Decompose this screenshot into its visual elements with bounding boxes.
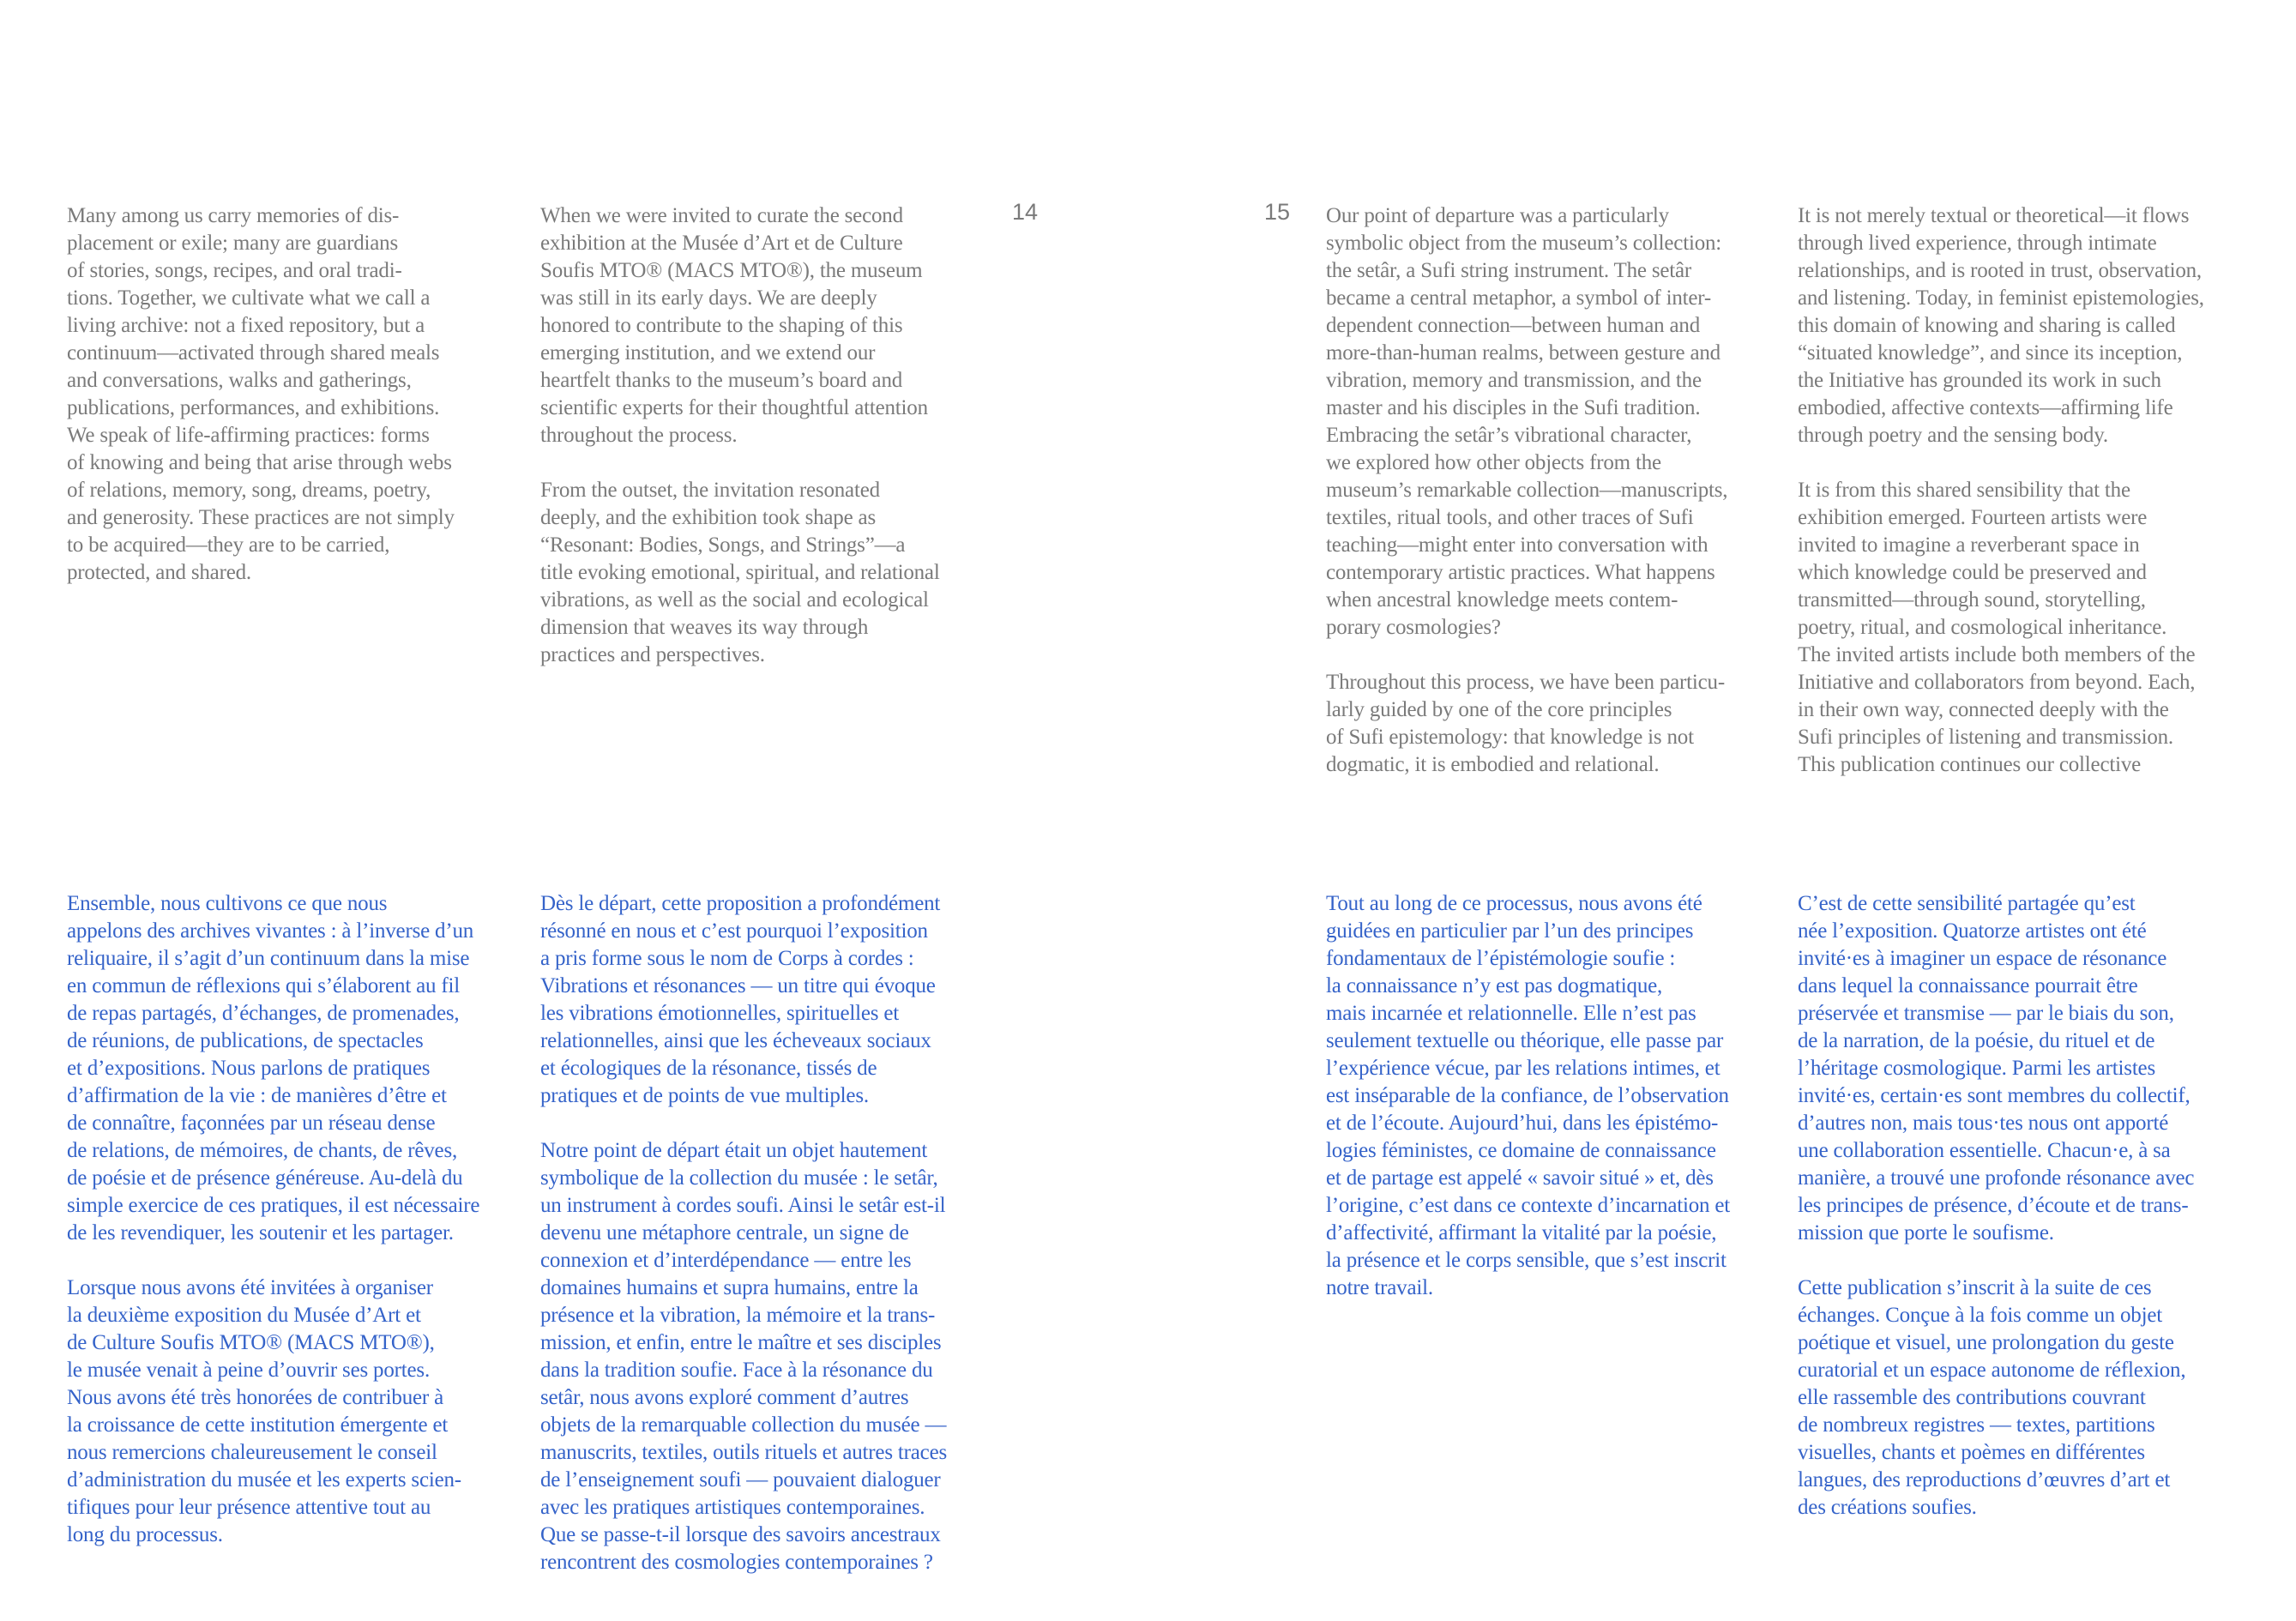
paragraph: It is not merely textual or theoretical—it flows through lived experience, through intimate relationships, and is rooted in trust, observation, and listening. Today, in feminist epistemologies, this domain of knowing and sharing is called “situated knowledge”, and since its inception, the Initiative has grounded its work in such embodied, affective contexts—affirming life through poetry and the sensing body. xyxy=(1798,204,2204,447)
english-column-3 xyxy=(1326,202,1781,779)
paragraph: Cette publication s’inscrit à la suite de ces échanges. Conçue à la fois comme un objet poétique et visuel, une prolongation du geste curatorial et un espace autonome de réflexion, elle rassemble des contributions couvrant de nombreux registres — textes, partitions visuelles, chants et poèmes en différentes langues, des reproductions d’œuvres d’art et des créations soufies. xyxy=(1798,1276,2186,1519)
paragraph: Many among us carry memories of dis- placement or exile; many are guardians of stories, songs, recipes, and oral tradi- tions. Together, we cultivate what we call a living archive: not a fixed repository, but a continuum—activated through shared meals and conversations, walks and gatherings, publications, performances, and exhibitions. We speak of life-affirming practices: forms of knowing and being that arise through webs of relations, memory, song, dreams, poetry, and generosity. These practices are not simply to be acquired—they are to be carried, protected, and shared. xyxy=(67,204,455,584)
paragraph: From the outset, the invitation resonated deeply, and the exhibition took shape as “Resonant: Bodies, Songs, and Strings”—a title evoking emotional, spiritual, and relational vibrations, as well as the social and ecological dimension that weaves its way through practices and perspectives. xyxy=(540,479,940,666)
paragraph: Dès le départ, cette proposition a profondément résonné en nous et c’est pourquoi l’exposition a pris forme sous le nom de Corps à cordes : Vibrations et résonances — un titre qui évoque les vibrations émotionnelles, spirituelles et relationnelles, ainsi que les écheveaux sociaux et écologiques de la résonance, tissés de pratiques et de points de vue multiples. xyxy=(540,892,941,1107)
french-column-3 xyxy=(1326,890,1781,1302)
paragraph: It is from this shared sensibility that the exhibition emerged. Fourteen artists were invited to imagine a reverberant space in which knowledge could be preserved and transmitted—through sound, storytelling, poetry, ritual, and cosmological inheritance. The invited artists include both members of the Initiative and collaborators from beyond. Each, in their own way, connected deeply with the Sufi principles of listening and transmission. This publication continues our collective xyxy=(1798,479,2196,776)
paragraph: Notre point de départ était un objet hautement symbolique de la collection du musée : le setâr, un instrument à cordes soufi. Ainsi le setâr est-il devenu une métaphore centrale, un signe de connexion et d’interdépendance — entre les domaines humains et supra humains, entre la présence et la vibration, la mémoire et la trans- mission, et enfin, entre le maître et ses disciples dans la tradition soufie. Face à la résonance du setâr, nous avons exploré comment d’autres objets de la remarquable collection du musée — manuscrits, textiles, outils rituels et autres traces de l’enseignement soufi — pouvaient dialoguer avec les pratiques artistiques contemporaines. Que se passe-t-il lorsque des savoirs ancestraux rencontrent des cosmologies contemporaines ? xyxy=(540,1139,947,1574)
french-column-4 xyxy=(1798,890,2261,1522)
french-column-2 xyxy=(540,890,1003,1576)
french-column-1 xyxy=(67,890,513,1549)
paragraph: When we were invited to curate the second exhibition at the Musée d’Art et de Culture Soufis MTO® (MACS MTO®), the museum was still in its early days. We are deeply honored to contribute to the shaping of this emerging institution, and we extend our heartfelt thanks to the museum’s board and scientific experts for their thoughtful attention throughout the process. xyxy=(540,204,928,447)
paragraph: Lorsque nous avons été invitées à organiser la deuxième exposition du Musée d’Art et de Culture Soufis MTO® (MACS MTO®), le musée venait à peine d’ouvrir ses portes. Nous avons été très honorées de contribuer à la croissance de cette institution émergente et nous remercions chaleureusement le conseil d’administration du musée et les experts scien- tifiques pour leur présence attentive tout au long du processus. xyxy=(67,1276,461,1546)
paragraph: Ensemble, nous cultivons ce que nous appelons des archives vivantes : à l’inverse d’un reliquaire, il s’agit d’un continuum dans la mise en commun de réflexions qui s’élaborent au fil de repas partagés, d’échanges, de promenades, de réunions, de publications, de spectacles et d’expositions. Nous parlons de pratiques d’affirmation de la vie : de manières d’être et de connaître, façonnées par un réseau dense de relations, de mémoires, de chants, de rêves, de poésie et de présence généreuse. Au-delà du simple exercice de ces pratiques, il est nécessaire de les revendiquer, les soutenir et les partager. xyxy=(67,892,480,1244)
english-column-4 xyxy=(1798,202,2261,779)
page-number-left: 14 xyxy=(1012,199,1039,225)
paragraph: Tout au long de ce processus, nous avons été guidées en particulier par l’un des principes fondamentaux de l’épistémologie soufie : la connaissance n’y est pas dogmatique, mais incarnée et relationnelle. Elle n’est pas seulement textuelle ou théorique, elle passe par l’expérience vécue, par les relations intimes, et est inséparable de la confiance, de l’observation et de l’écoute. Aujourd’hui, dans les épistémo- logies féministes, ce domaine de connaissance et de partage est appelé « savoir situé » et, dès l’origine, c’est dans ce contexte d’incarnation et d’affectivité, affirmant la vitalité par la poésie, la présence et le corps sensible, que s’est inscrit notre travail. xyxy=(1326,892,1731,1299)
paragraph: C’est de cette sensibilité partagée qu’est née l’exposition. Quatorze artistes ont été invité·es à imaginer un espace de résonance dans lequel la connaissance pourrait être préservée et transmise — par le biais du son, de la narration, de la poésie, du rituel et de l’héritage cosmologique. Parmi les artistes invité·es, certain·es sont membres du collectif, d’autres non, mais tous·tes nous ont apporté une collaboration essentielle. Chacun·e, à sa manière, a trouvé une profonde résonance avec les principes de présence, d’écoute et de trans- mission que porte le soufisme. xyxy=(1798,892,2195,1244)
paragraph: Our point of departure was a particularly symbolic object from the museum’s collection: the setâr, a Sufi string instrument. The setâr became a central metaphor, a symbol of inter- dependent connection—between human and more-than-human realms, between gesture and vibration, memory and transmission, and the master and his disciples in the Sufi tradition. Embracing the setâr’s vibrational character, we explored how other objects from the museum’s remarkable collection—manuscripts, textiles, ritual tools, and other traces of Sufi teaching—might enter into conversation with contemporary artistic practices. What happens when ancestral knowledge meets contem- porary cosmologies? xyxy=(1326,204,1728,639)
english-column-2 xyxy=(540,202,1003,669)
english-column-1 xyxy=(67,202,513,587)
paragraph: Throughout this process, we have been particu- larly guided by one of the core principles of Sufi epistemology: that knowledge is not dogmatic, it is embodied and relational. xyxy=(1326,671,1725,776)
page-number-right: 15 xyxy=(1264,199,1291,225)
